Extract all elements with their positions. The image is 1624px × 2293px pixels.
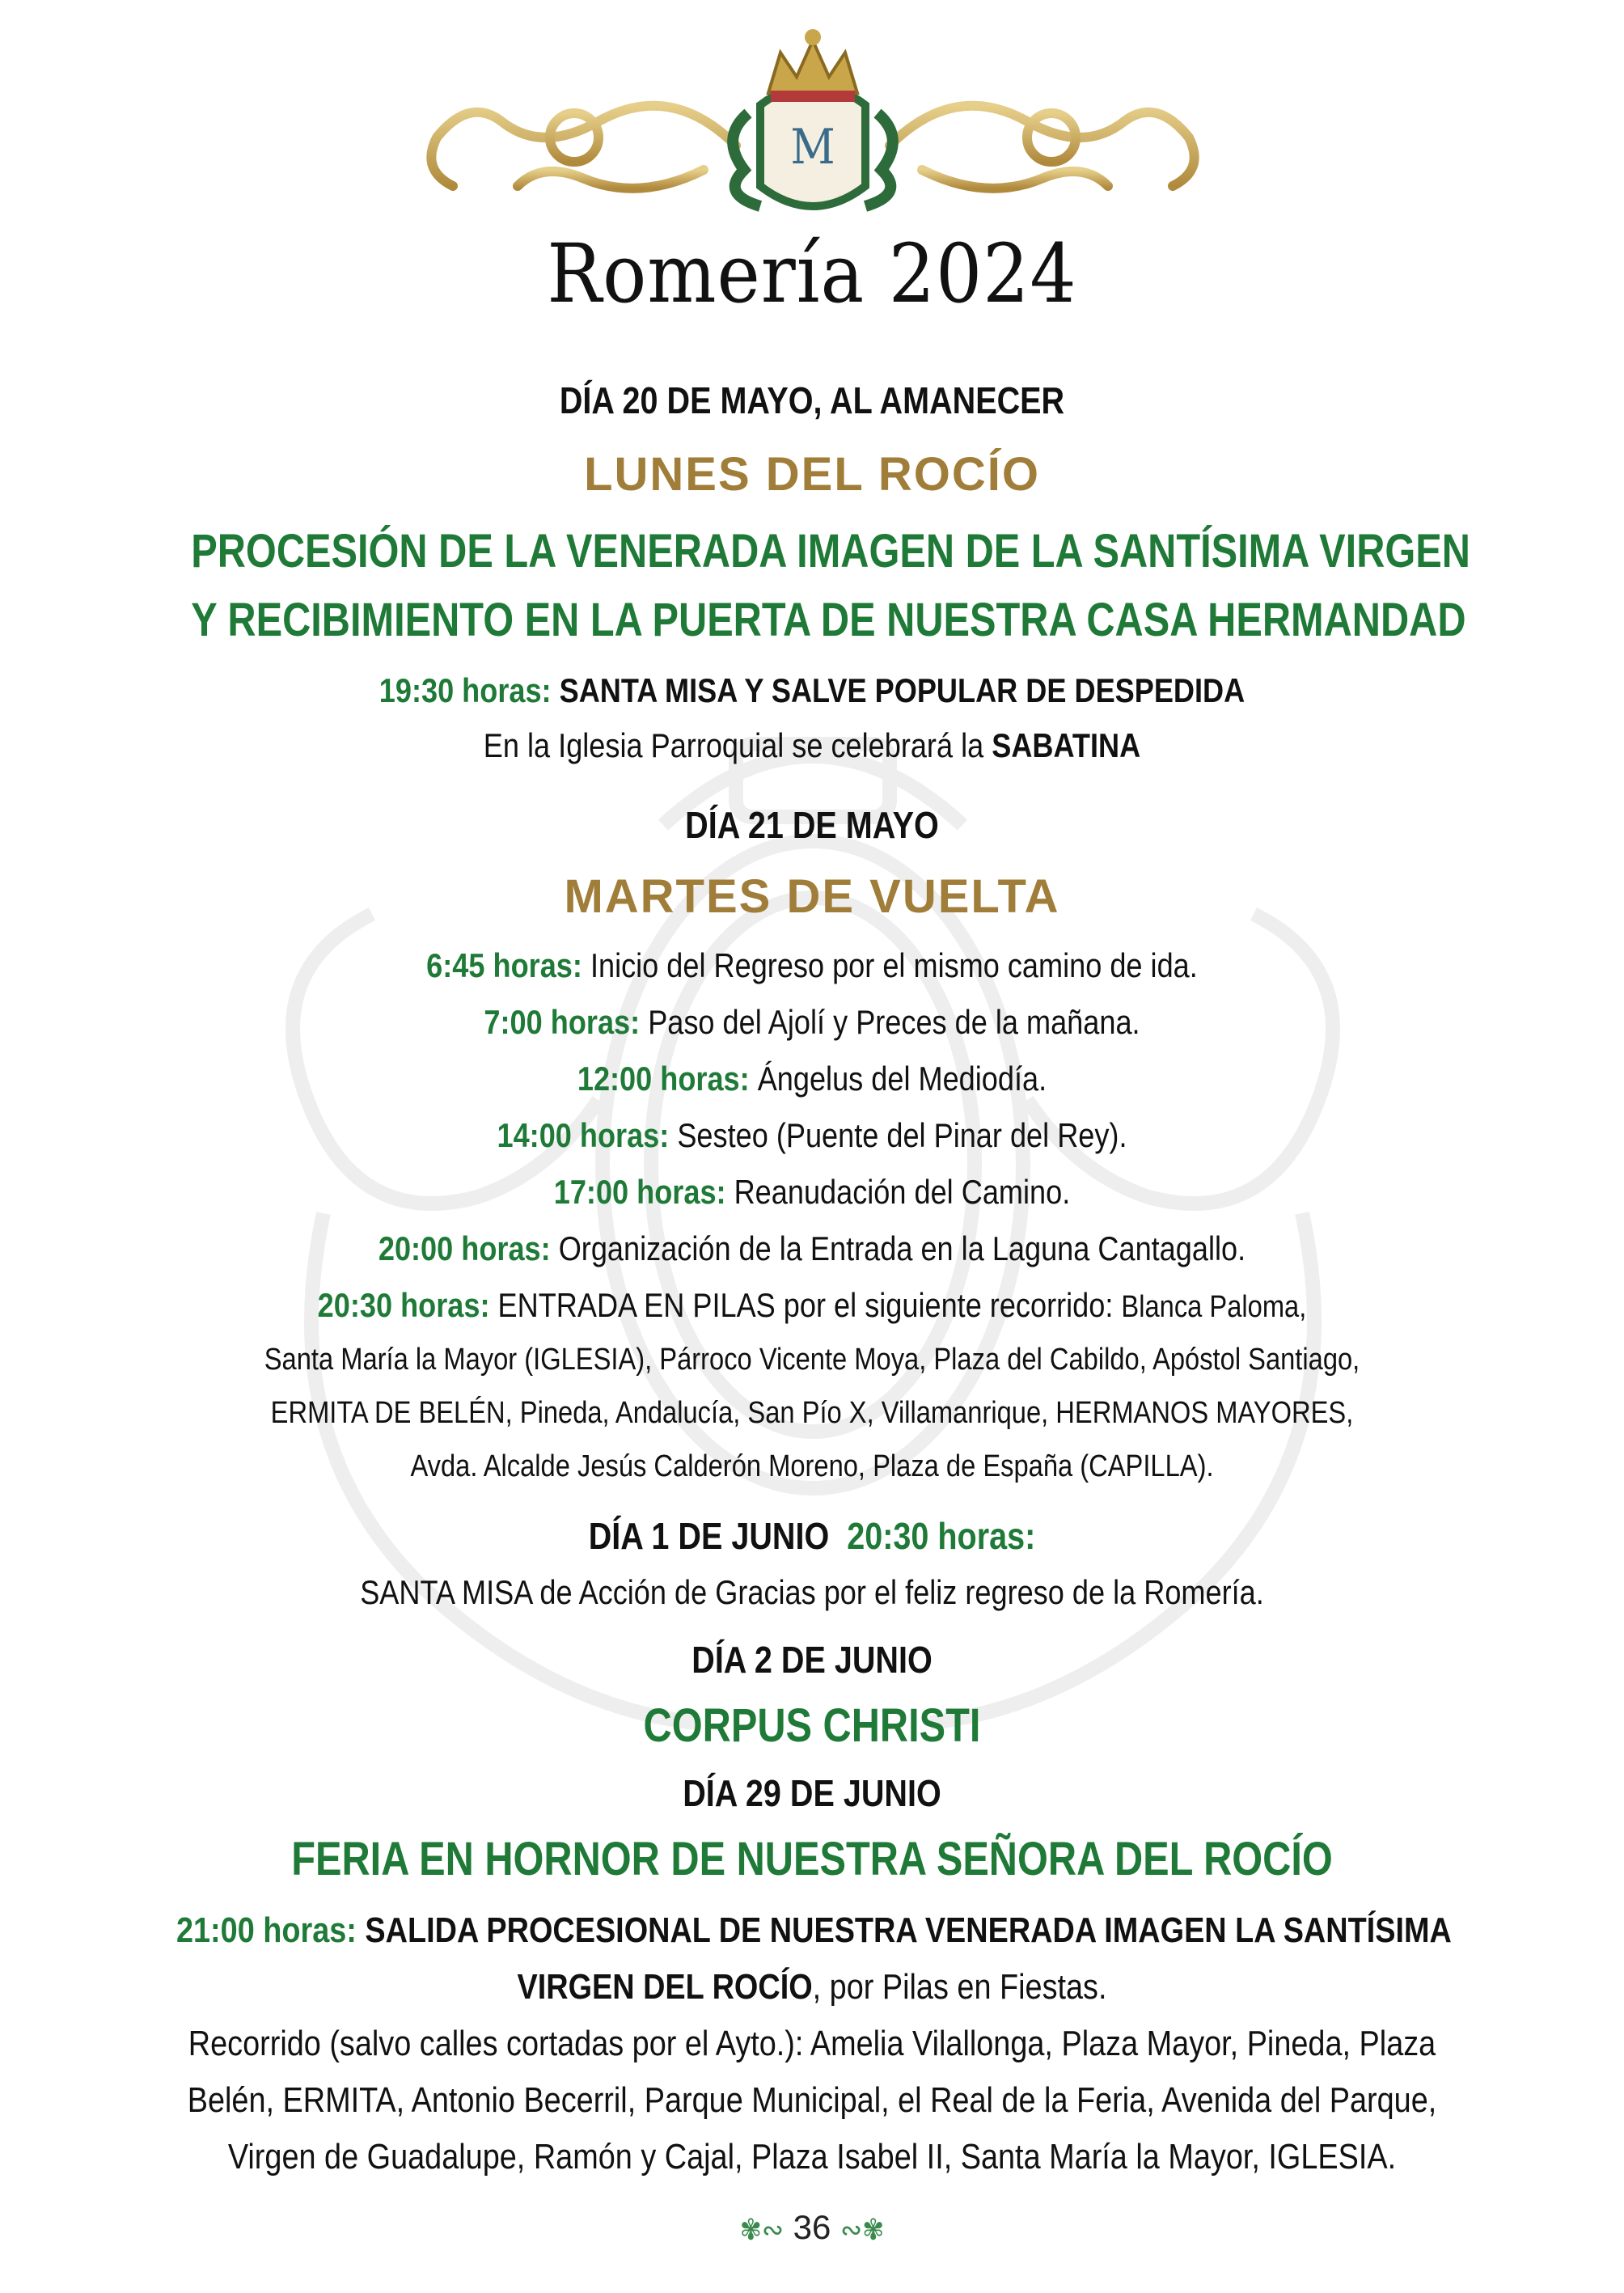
schedule-time: 20:00 horas: (378, 1229, 551, 1267)
june1-line (176, 1514, 1448, 1558)
page-number: 36 (793, 2208, 831, 2246)
schedule-time: 12:00 horas: (577, 1060, 750, 1098)
schedule-time: 7:00 horas: (484, 1003, 641, 1041)
salida-text-2-tail: , por Pilas en Fiestas. (812, 1967, 1107, 2007)
schedule-time: 6:45 horas: (426, 946, 582, 984)
sabatina-text: En la Iglesia Parroquial se celebrará la (483, 726, 984, 764)
salida-text-2-bold: VIRGEN DEL ROCÍO (517, 1967, 813, 2007)
recorrido-line-3: Virgen de Guadalupe, Ramón y Cajal, Plaza Isabel II, Santa María la Mayor, IGLESIA. (227, 2137, 1397, 2177)
day21-header: DÍA 21 DE MAYO (685, 804, 939, 846)
day20-header: DÍA 20 DE MAYO, AL AMANECER (559, 379, 1065, 421)
route-line-4: Avda. Alcalde Jesús Calderón Moreno, Plaza de España (CAPILLA). (410, 1449, 1214, 1483)
page-footer (0, 2208, 1624, 2247)
schedule-text: Ángelus del Mediodía. (757, 1060, 1047, 1098)
schedule-item (176, 1229, 1448, 1268)
june29-title: FERIA EN HORNOR DE NUESTRA SEÑORA DEL ROCÍO (291, 1833, 1333, 1885)
sabatina-line (176, 726, 1448, 765)
schedule-time: 14:00 horas: (497, 1116, 670, 1154)
swirl-ornament-icon: ∾✾ (840, 2212, 885, 2246)
schedule-item (176, 1003, 1448, 1042)
schedule-text: ENTRADA EN PILAS por el siguiente recorrido: (497, 1286, 1114, 1324)
procession-line-1: PROCESIÓN DE LA VENERADA IMAGEN DE LA SANTÍSIMA VIRGEN (191, 525, 1470, 577)
schedule-text: Sesteo (Puente del Pinar del Rey). (677, 1116, 1127, 1154)
schedule-item (176, 1116, 1448, 1155)
misa-text: SANTA MISA Y SALVE POPULAR DE DESPEDIDA (559, 671, 1245, 709)
june1-text: SANTA MISA de Acción de Gracias por el feliz regreso de la Romería. (360, 1573, 1264, 1611)
misa-time: 19:30 horas: (379, 671, 552, 709)
crown-emblem-icon (380, 16, 1245, 235)
salida-line-1 (176, 1910, 1452, 1951)
schedule-text: Paso del Ajolí y Preces de la mañana. (648, 1003, 1140, 1041)
schedule-item (176, 946, 1448, 985)
june29-header: DÍA 29 DE JUNIO (683, 1772, 941, 1814)
sabatina-bold: SABATINA (992, 726, 1141, 764)
salida-time: 21:00 horas: (176, 1910, 357, 1950)
june2-header: DÍA 2 DE JUNIO (691, 1639, 933, 1681)
june1-time: 20:30 horas: (847, 1515, 1036, 1557)
day20-title: LUNES DEL ROCÍO (584, 448, 1040, 501)
day21-title: MARTES DE VUELTA (564, 870, 1060, 923)
svg-text:M: M (790, 119, 835, 176)
recorrido-line-1: Recorrido (salvo calles cortadas por el Ayto.): Amelia Vilallonga, Plaza Mayor, Pineda, Plaza (188, 2024, 1436, 2063)
route-line-3: ERMITA DE BELÉN, Pineda, Andalucía, San Pío X, Villamanrique, HERMANOS MAYORES, (270, 1396, 1354, 1430)
procession-line-2: Y RECIBIMIENTO EN LA PUERTA DE NUESTRA CASA HERMANDAD (191, 594, 1466, 646)
june1-header: DÍA 1 DE JUNIO (588, 1515, 830, 1557)
schedule-text: Organización de la Entrada en la Laguna Cantagallo. (558, 1229, 1246, 1267)
schedule-text: Reanudación del Camino. (734, 1173, 1071, 1211)
route-line-2: Santa María la Mayor (IGLESIA), Párroco Vicente Moya, Plaza del Cabildo, Apóstol Santiago, (264, 1343, 1360, 1377)
misa-line (176, 671, 1448, 710)
salida-text-1: SALIDA PROCESIONAL DE NUESTRA VENERADA IMAGEN LA SANTÍSIMA (365, 1910, 1452, 1950)
route-line-1-tail: Blanca Paloma, (1121, 1290, 1307, 1324)
schedule-text: Inicio del Regreso por el mismo camino de ida. (590, 946, 1198, 984)
salida-line-2 (176, 1967, 1448, 2007)
schedule-item (176, 1060, 1448, 1098)
recorrido-line-2: Belén, ERMITA, Antonio Becerril, Parque Municipal, el Real de la Feria, Avenida del Parque, (187, 2080, 1437, 2120)
schedule-item (176, 1173, 1448, 1212)
swirl-ornament-icon: ✾∾ (739, 2212, 784, 2246)
page-title: Romería 2024 (547, 226, 1077, 321)
schedule-item (176, 1286, 1448, 1325)
june2-title: CORPUS CHRISTI (643, 1699, 981, 1752)
schedule-time: 20:30 horas: (317, 1286, 490, 1324)
schedule-time: 17:00 horas: (553, 1173, 726, 1211)
